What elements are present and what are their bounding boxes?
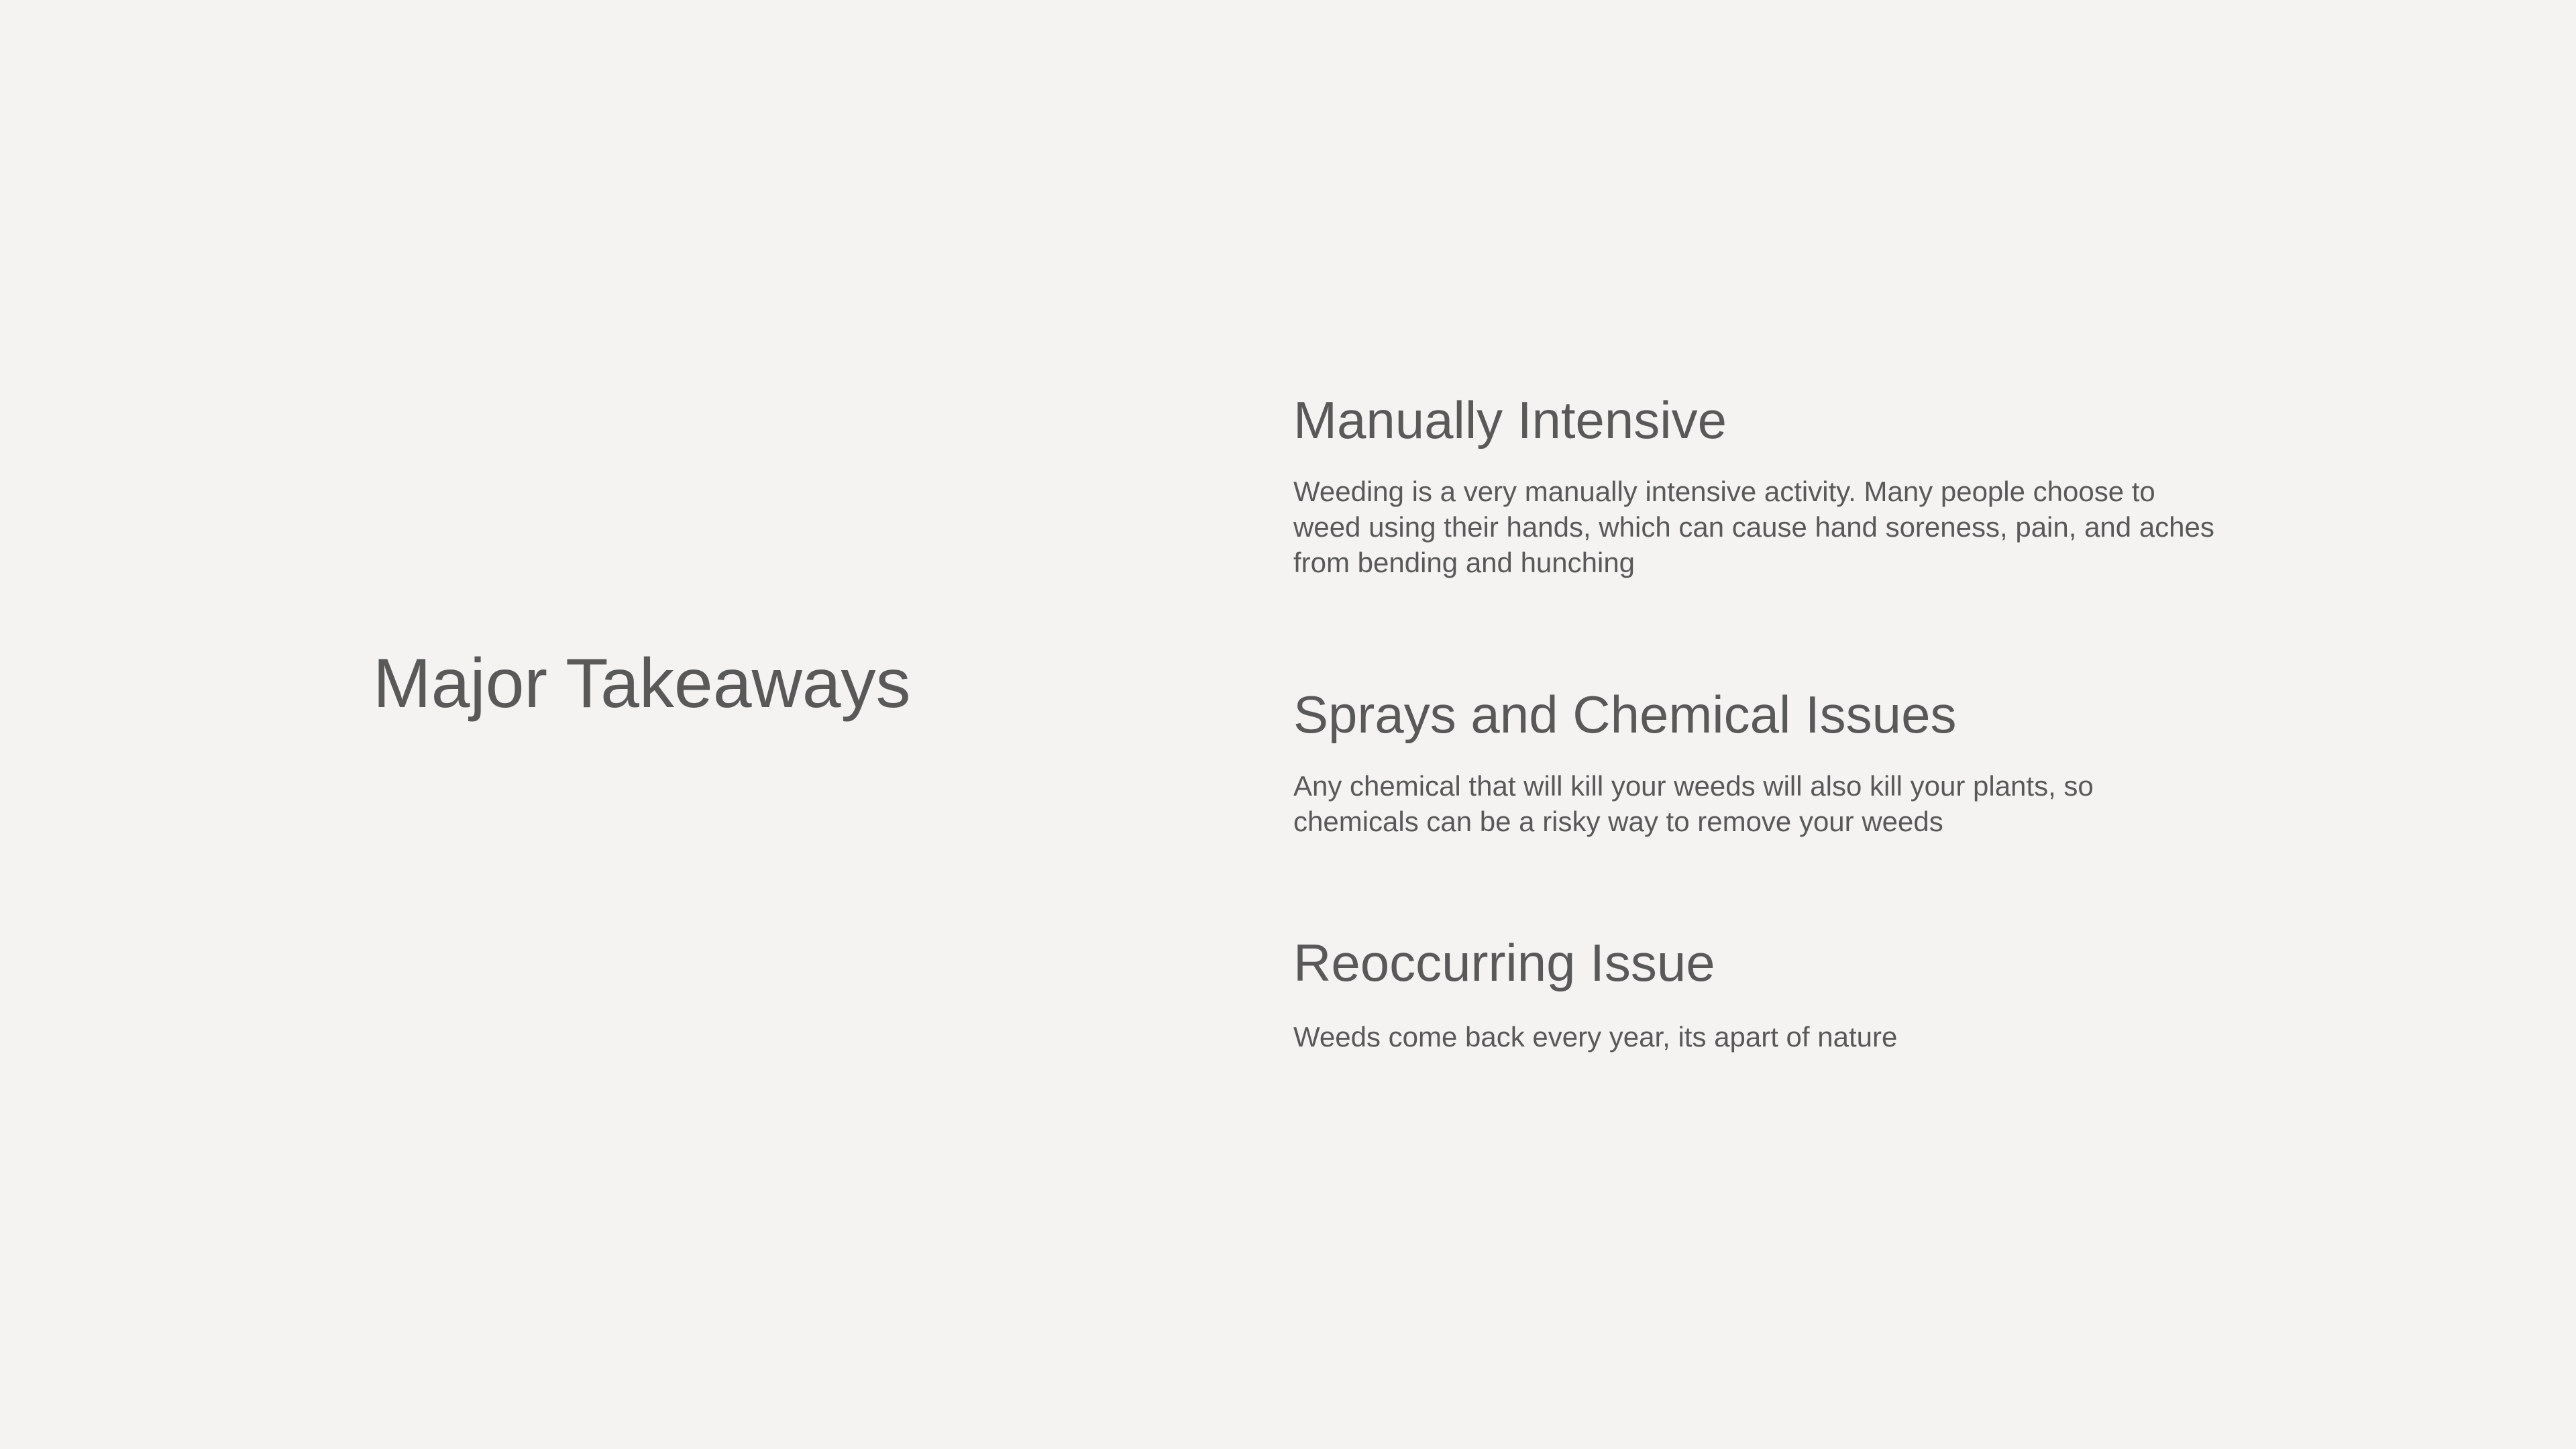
takeaway-section xyxy=(1293,686,2226,839)
section-heading: Manually Intensive xyxy=(1293,390,1727,449)
section-body: Weeds come back every year, its apart of nature xyxy=(1293,1020,1898,1053)
section-heading: Sprays and Chemical Issues xyxy=(1293,685,1957,744)
slide-title: Major Takeaways xyxy=(373,645,911,722)
section-body: Any chemical that will kill your weeds will also kill your plants, so chemicals can be a risky way to remove your weeds xyxy=(1293,769,2094,837)
section-body: Weeding is a very manually intensive activity. Many people choose to weed using their hands, which can cause hand soreness, pain, and aches from bending and hunching xyxy=(1293,475,2214,578)
takeaway-section xyxy=(1293,934,2226,1055)
takeaway-section xyxy=(1293,392,2226,580)
section-heading: Reoccurring Issue xyxy=(1293,933,1715,992)
